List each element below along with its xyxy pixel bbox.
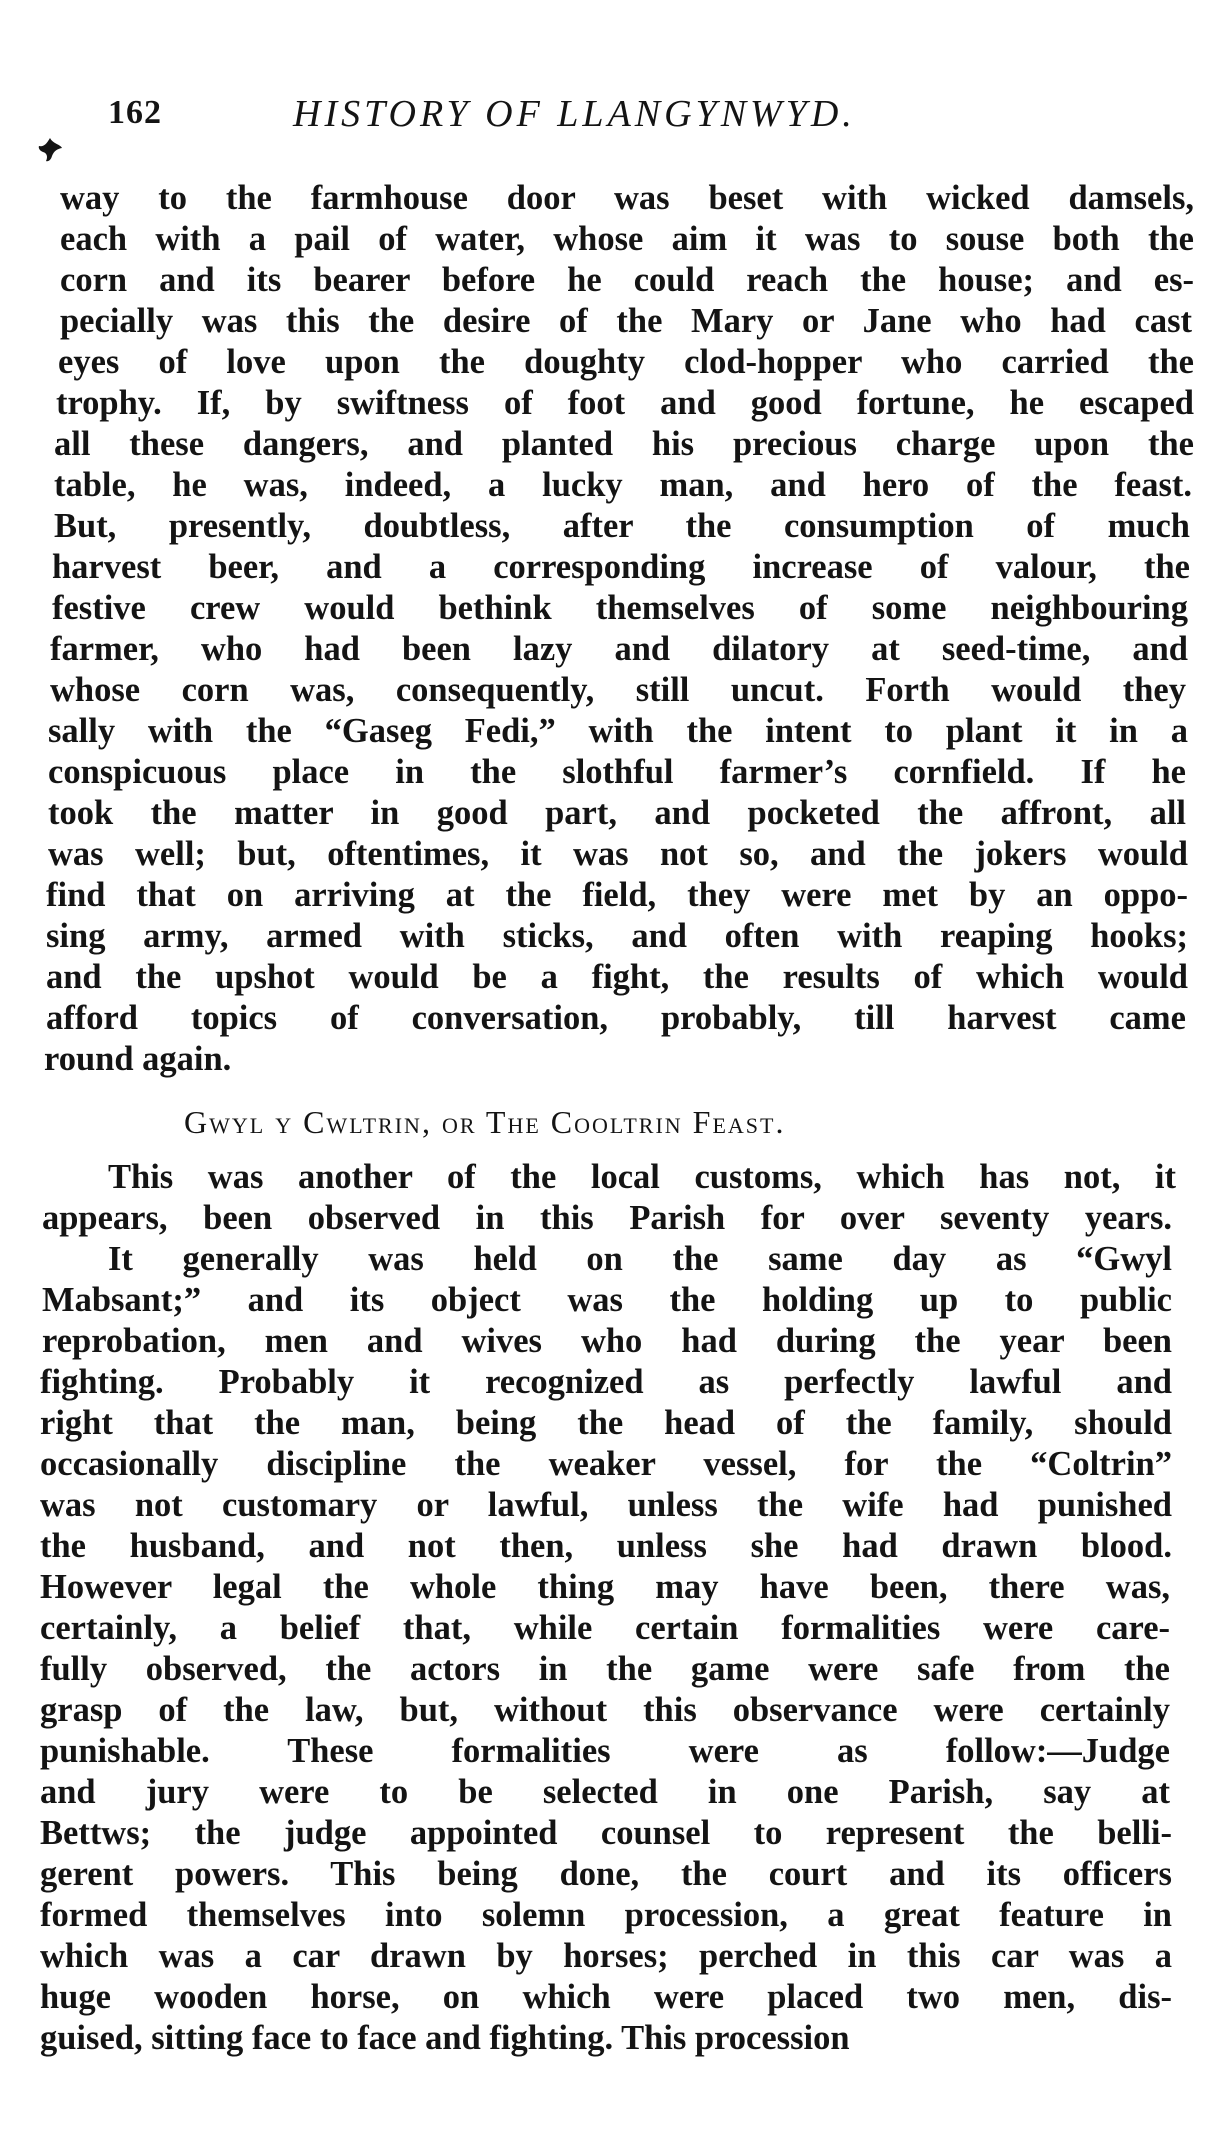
fleuron-icon: [36, 136, 64, 164]
text-line: punishable. These formalities were as follow:—Judge: [40, 1732, 1170, 1770]
text-line: the husband, and not then, unless she had drawn blood.: [40, 1527, 1172, 1565]
text-line: huge wooden horse, on which were placed two men, dis-: [40, 1978, 1172, 2016]
page-number: 162: [108, 94, 162, 131]
text-line: But, presently, doubtless, after the consumption of much: [54, 507, 1190, 545]
text-line: This was another of the local customs, which has not, it: [108, 1158, 1176, 1196]
text-line: certainly, a belief that, while certain formalities were care-: [40, 1609, 1170, 1647]
text-line: find that on arriving at the field, they were met by an oppo-: [46, 876, 1188, 914]
text-line: took the matter in good part, and pocketed the affront, all: [48, 794, 1186, 832]
text-line: harvest beer, and a corresponding increase of valour, the: [52, 548, 1190, 586]
running-head: [108, 94, 1108, 142]
text-line: sing army, armed with sticks, and often with reaping hooks;: [46, 917, 1188, 955]
text-line: festive crew would bethink themselves of some neighbouring: [52, 589, 1188, 627]
text-line: reprobation, men and wives who had during the year been: [42, 1322, 1172, 1360]
text-line: and jury were to be selected in one Parish, say at: [40, 1773, 1170, 1811]
text-line: round again.: [44, 1040, 232, 1078]
text-line: However legal the whole thing may have been, there was,: [40, 1568, 1170, 1606]
text-line: was not customary or lawful, unless the wife had punished: [40, 1486, 1172, 1524]
text-line: gerent powers. This being done, the court and its officers: [40, 1855, 1172, 1893]
text-line: which was a car drawn by horses; perched in this car was a: [40, 1937, 1172, 1975]
text-line: fighting. Probably it recognized as perfectly lawful and: [40, 1363, 1172, 1401]
text-line: Bettws; the judge appointed counsel to represent the belli-: [40, 1814, 1172, 1852]
text-line: way to the farmhouse door was beset with wicked damsels,: [60, 179, 1194, 217]
running-title: HISTORY OF LLANGYNWYD.: [293, 93, 856, 135]
text-line: grasp of the law, but, without this observance were certainly: [40, 1691, 1170, 1729]
text-line: appears, been observed in this Parish for over seventy years.: [42, 1199, 1172, 1237]
text-line: Mabsant;” and its object was the holding up to public: [42, 1281, 1172, 1319]
text-line: corn and its bearer before he could reach the house; and es-: [60, 261, 1194, 299]
text-line: right that the man, being the head of the family, should: [40, 1404, 1172, 1442]
text-line: formed themselves into solemn procession, a great feature in: [40, 1896, 1172, 1934]
text-line: farmer, who had been lazy and dilatory at seed-time, and: [50, 630, 1188, 668]
text-line: afford topics of conversation, probably, till harvest came: [46, 999, 1186, 1037]
text-line: guised, sitting face to face and fighting. This procession: [40, 2019, 850, 2057]
text-line: It generally was held on the same day as “Gwyl: [108, 1240, 1172, 1278]
text-line: eyes of love upon the doughty clod-hopper who carried the: [58, 343, 1194, 381]
text-line: sally with the “Gaseg Fedi,” with the intent to plant it in a: [48, 712, 1188, 750]
text-line: fully observed, the actors in the game were safe from the: [40, 1650, 1170, 1688]
section-heading: Gwyl y Cwltrin, or The Cooltrin Feast.: [184, 1104, 786, 1140]
text-line: table, he was, indeed, a lucky man, and hero of the feast.: [54, 466, 1192, 504]
text-line: and the upshot would be a fight, the results of which would: [46, 958, 1188, 996]
text-line: all these dangers, and planted his precious charge upon the: [54, 425, 1194, 463]
text-line: was well; but, oftentimes, it was not so, and the jokers would: [48, 835, 1188, 873]
text-line: conspicuous place in the slothful farmer’s cornfield. If he: [48, 753, 1186, 791]
text-line: trophy. If, by swiftness of foot and good fortune, he escaped: [56, 384, 1194, 422]
text-line: occasionally discipline the weaker vessel, for the “Coltrin”: [40, 1445, 1172, 1483]
text-line: each with a pail of water, whose aim it was to souse both the: [60, 220, 1194, 258]
text-line: whose corn was, consequently, still uncut. Forth would they: [50, 671, 1186, 709]
text-line: pecially was this the desire of the Mary or Jane who had cast: [60, 302, 1192, 340]
